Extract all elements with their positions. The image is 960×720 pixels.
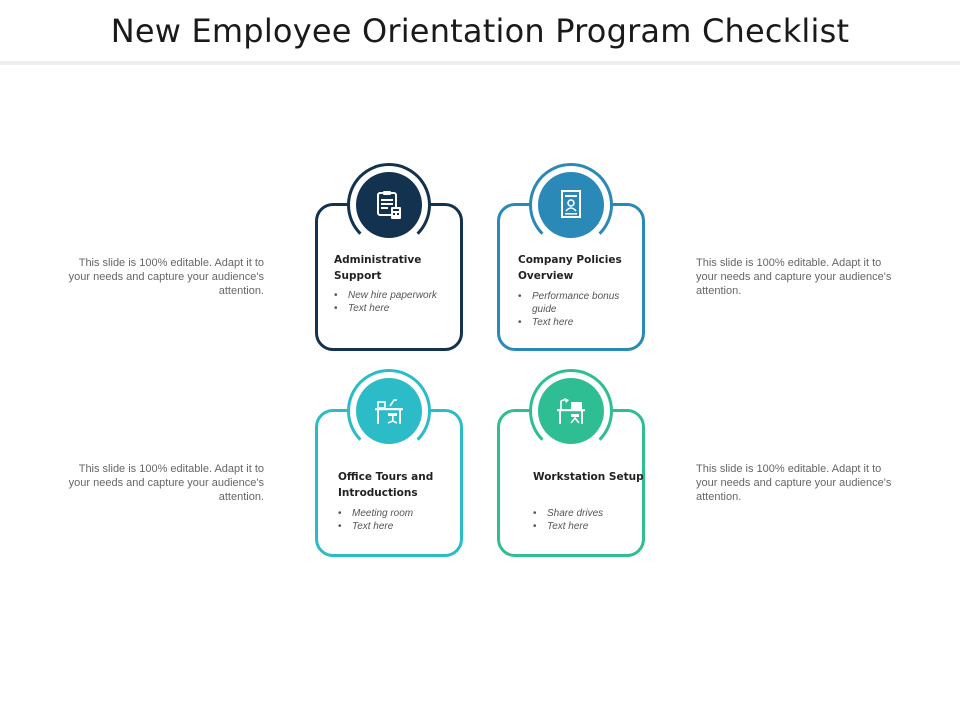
list-item: • New hire paperwork bbox=[334, 289, 444, 302]
side-text-bottom-right: This slide is 100% editable. Adapt it to your needs and capture your audience's attention. bbox=[696, 463, 892, 503]
clipboard-calculator-icon bbox=[372, 188, 406, 222]
card-icon-badge bbox=[538, 378, 604, 444]
list-item: • Text here bbox=[518, 316, 628, 329]
card-list-company-policies-overview bbox=[518, 290, 628, 329]
title-divider bbox=[0, 61, 960, 65]
card-title-workstation-setup: Workstation Setup bbox=[533, 471, 644, 483]
card-list-administrative-support bbox=[334, 289, 444, 315]
card-icon-badge bbox=[356, 378, 422, 444]
policy-document-icon bbox=[554, 188, 588, 222]
card-title-office-tours: Office Tours and Introductions bbox=[338, 471, 434, 499]
list-item: • Text here bbox=[533, 520, 643, 533]
card-icon-badge bbox=[538, 172, 604, 238]
workstation-desk-icon bbox=[554, 394, 588, 428]
side-text-bottom-left: This slide is 100% editable. Adapt it to your needs and capture your audience's attention. bbox=[68, 463, 264, 503]
list-item: • Text here bbox=[338, 520, 448, 533]
card-list-office-tours bbox=[338, 507, 448, 533]
slide-title: New Employee Orientation Program Checklist bbox=[110, 12, 850, 50]
side-text-top-left: This slide is 100% editable. Adapt it to your needs and capture your audience's attention. bbox=[68, 257, 264, 297]
list-item: • Share drives bbox=[533, 507, 643, 520]
card-icon-badge bbox=[356, 172, 422, 238]
card-title-administrative-support: Administrative Support bbox=[334, 254, 422, 282]
list-item: • Meeting room bbox=[338, 507, 448, 520]
list-item: • Performance bonus guide bbox=[518, 290, 628, 316]
list-item: • Text here bbox=[334, 302, 444, 315]
card-list-workstation-setup bbox=[533, 507, 643, 533]
card-title-company-policies-overview: Company Policies Overview bbox=[518, 254, 622, 282]
office-desk-icon bbox=[372, 394, 406, 428]
side-text-top-right: This slide is 100% editable. Adapt it to your needs and capture your audience's attention. bbox=[696, 257, 892, 297]
